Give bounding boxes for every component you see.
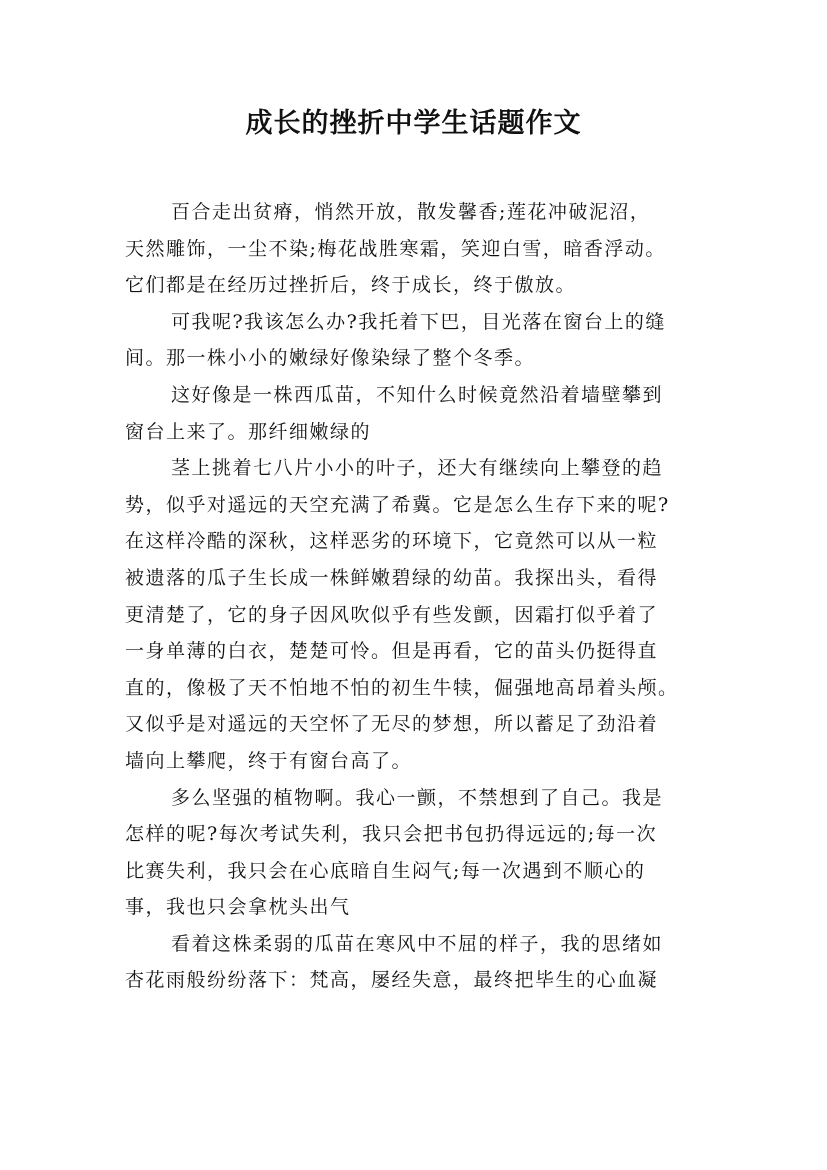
- text-line: 茎上挑着七八片小小的叶子，还大有继续向上攀登的趋: [171, 457, 664, 480]
- text-line: 百合走出贫瘠，悄然开放，散发馨香;莲花冲破泥沼，: [171, 201, 651, 223]
- text-line: 怎样的呢?每次考试失利，我只会把书包扔得远远的;每一次: [125, 823, 658, 846]
- text-line: 又似乎是对遥远的天空怀了无尽的梦想，所以蓄足了劲沿着: [125, 713, 659, 736]
- text-line: 它们都是在经历过挫折后，终于成长，终于傲放。: [125, 274, 577, 297]
- document-body: [125, 194, 711, 999]
- text-line: 窗台上来了。那纤细嫩绿的: [125, 420, 372, 443]
- text-line: 在这样冷酷的深秋，这样恶劣的环境下，它竟然可以从一粒: [125, 530, 659, 553]
- text-line: 事，我也只会拿枕头出气: [125, 896, 351, 919]
- text-line: 墙向上攀爬，终于有窗台高了。: [125, 749, 413, 772]
- text-line: 杏花雨般纷纷落下：梵高，屡经失意，最终把毕生的心血凝: [125, 969, 659, 992]
- text-line: 可我呢?我该怎么办?我托着下巴，目光落在窗台上的缝: [171, 310, 666, 333]
- document-title: 成长的挫折中学生话题作文: [245, 108, 582, 139]
- text-line: 间。那一株小小的嫩绿好像染绿了整个冬季。: [125, 347, 536, 370]
- text-line: 被遗落的瓜子生长成一株鲜嫩碧绿的幼苗。我探出头，看得: [125, 566, 659, 589]
- text-line: 多么坚强的植物啊。我心一颤，不禁想到了自己。我是: [171, 786, 664, 809]
- text-line: 更清楚了，它的身子因风吹似乎有些发颤，因霜打似乎着了: [125, 603, 659, 626]
- text-line: 这好像是一株西瓜苗，不知什么时候竟然沿着墙壁攀到: [171, 383, 664, 406]
- text-line: 势，似乎对遥远的天空充满了希冀。它是怎么生存下来的呢?: [125, 493, 670, 516]
- text-line: 一身单薄的白衣，楚楚可怜。但是再看，它的苗头仍挺得直: [125, 640, 659, 663]
- text-line: 看着这株柔弱的瓜苗在寒风中不屈的样子，我的思绪如: [171, 932, 664, 955]
- text-line: 天然雕饰，一尘不染;梅花战胜寒霜，笑迎白雪，暗香浮动。: [125, 237, 666, 260]
- text-line: 比赛失利，我只会在心底暗自生闷气;每一次遇到不顺心的: [125, 859, 646, 882]
- text-line: 直的，像极了天不怕地不怕的初生牛犊，倔强地高昂着头颅。: [125, 676, 679, 699]
